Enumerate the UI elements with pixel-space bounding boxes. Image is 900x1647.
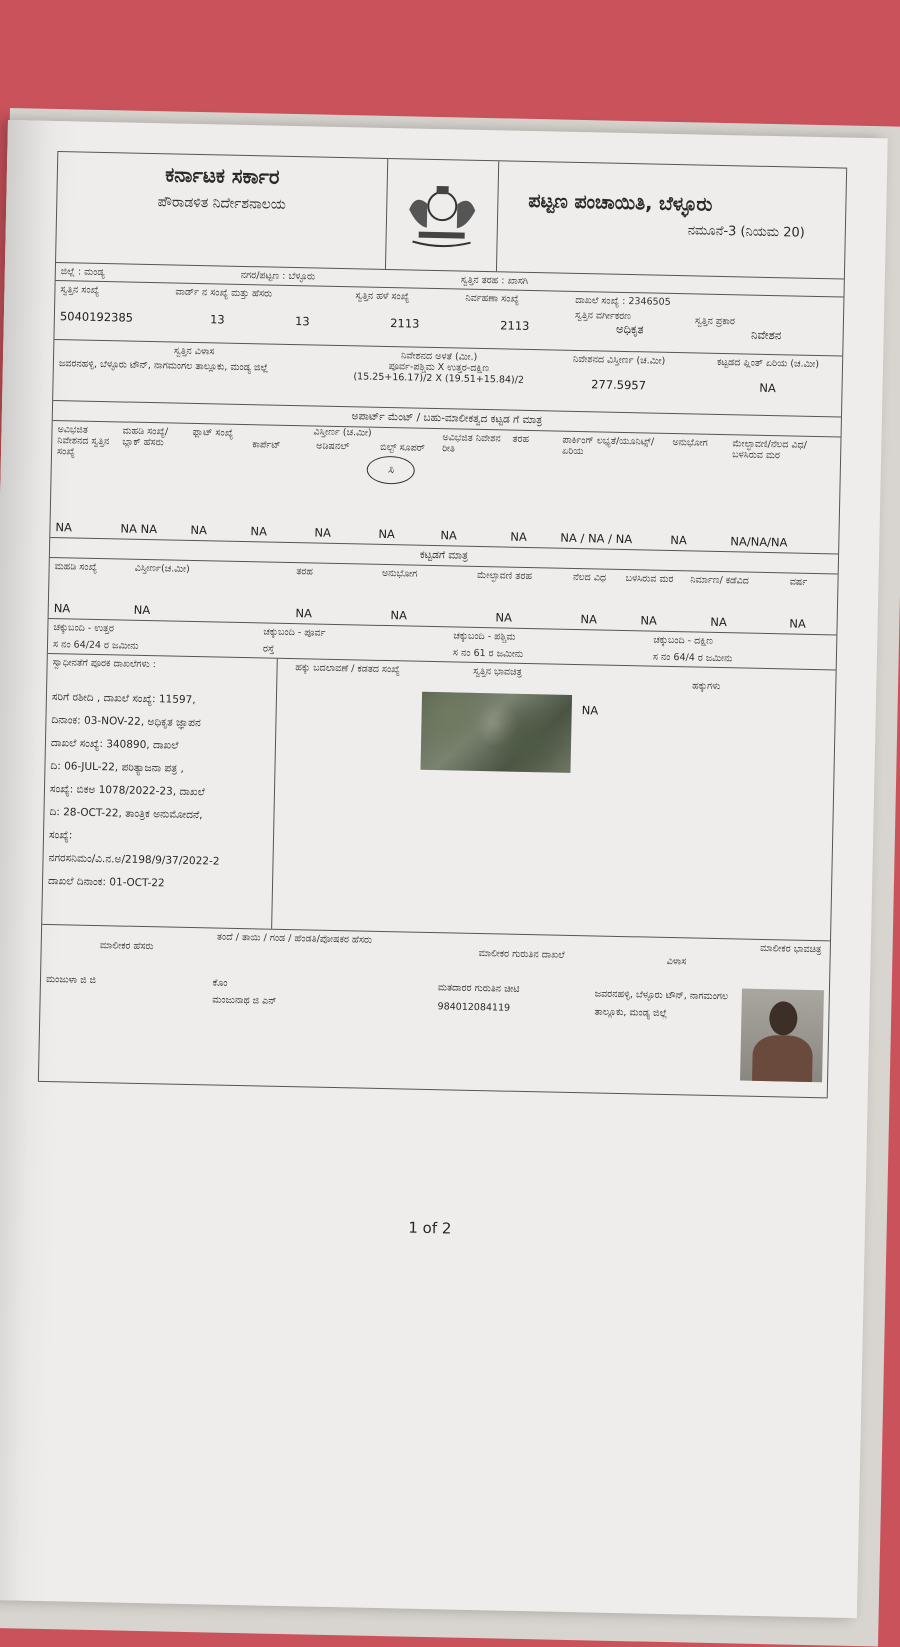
apt-v7: NA [510, 529, 528, 544]
classification-label: ಸ್ವತ್ತಿನ ವರ್ಗೀಕರಣ [574, 309, 632, 323]
documents-label: ಸ್ವಾಧೀನತೆಗೆ ಪೂರಕ ದಾಖಲೆಗಳು : [52, 657, 156, 671]
property-type: ಸ್ವತ್ತಿನ ತರಹ : ಖಾಸಗಿ [460, 274, 529, 287]
apt-h3: ಕಾರ್ಪೆಟ್ [252, 439, 281, 451]
owner-h0: ಮಾಲೀಕರ ಹೆಸರು [99, 940, 154, 953]
apt-h2: ಫ್ಲಾಟ್ ಸಂಖ್ಯೆ [192, 426, 234, 439]
registration-no: ದಾಖಲೆ ಸಂಖ್ಯೆ : 2346505 [575, 294, 671, 308]
bld-h4: ಮೇಲ್ಛಾವಣಿ ತರಹ [476, 569, 533, 583]
mgmt-no: 2113 [500, 318, 530, 333]
owner-address: ಜವರನಹಳ್ಳಿ, ಬೆಳ್ಳೂರು ಟೌನ್, ನಾಗಮಂಗಲ ತಾಲ್ಲೂಕು, ಮಂಡ್ಯ ಜಿಲ್ಲೆ [594, 988, 729, 1019]
bld-h5: ನೆಲದ ವಿಧ [572, 571, 607, 584]
dims: (15.25+16.17)/2 X (19.51+15.84)/2 [353, 371, 525, 386]
document-line: ದಾಖಲೆ ಸಂಖ್ಯೆ: 340890, ದಾಖಲೆ [50, 737, 179, 752]
document-paper [0, 120, 888, 1618]
west-boundary: ಸ ನಂ 61 ರ ಜಮೀನು [452, 647, 524, 660]
south-label: ಚಕ್ಕುಬಂದಿ - ದಕ್ಷಿಣ [653, 634, 714, 647]
address-label: ಸ್ವತ್ತಿನ ವಿಳಾಸ [173, 345, 215, 358]
town: ನಗರ/ಪಟ್ಟಣ : ಬೆಳ್ಳೂರು [240, 269, 316, 283]
panchayat-block [497, 161, 846, 278]
page-number: 1 of 2 [408, 1218, 452, 1238]
apt-v8: NA / NA / NA [560, 530, 633, 547]
apt-h0: ಅವಿಭಜಿತ ನಿವೇಶನದ ಸ್ವತ್ತಿನ ಸಂಖ್ಯೆ [56, 424, 110, 458]
north-label: ಚಕ್ಕುಬಂದಿ - ಉತ್ತರ [53, 622, 115, 635]
relative-name: ಮಂಜುನಾಥ ಜಿ ಎನ್ [212, 994, 277, 1007]
document-line: ಸಂಖ್ಯೆ: ಬಿಕಅ 1078/2022-23, ದಾಖಲೆ [49, 783, 205, 799]
document-line: ದಿನಾಂಕ: 03-NOV-22, ಅಧಿಕೃತ ಜ್ಞಾಪನ [51, 714, 201, 730]
plinth: NA [759, 380, 776, 396]
rights-label: ಹಕ್ಕುಗಳು [692, 680, 721, 693]
bld-h1: ವಿಸ್ತೀರ್ಣ(ಚ.ಮೀ) [134, 562, 190, 575]
apt-area-header: ವಿಸ್ತೀರ್ಣ (ಚ.ಮೀ) [313, 426, 372, 439]
classification: ಅಧಿಕೃತ [615, 321, 644, 337]
emblem-box [386, 159, 499, 271]
bld-v5: NA [580, 612, 598, 627]
mgmt-no-label: ನಿರ್ವಹಣಾ ಸಂಖ್ಯೆ [465, 292, 520, 305]
old-no-label: ಸ್ವತ್ತಿನ ಹಳೆ ಸಂಖ್ಯೆ [355, 290, 410, 303]
apt-h8: ಪಾರ್ಕಿಂಗ್ ಲಭ್ಯತೆ/ಯೂನಿಟ್ಸ್/ಏರಿಯ [562, 434, 655, 458]
bld-v8: NA [789, 616, 807, 631]
bld-h6: ಬಳಸಿರುವ ಮರ [625, 573, 674, 586]
area-label: ನಿವೇಶನದ ವಿಸ್ತೀರ್ಣ (ಚ.ಮೀ) [572, 353, 666, 367]
apartment-title: ಅಪಾರ್ಟ್ ಮೆಂಟ್ / ಬಹು-ಮಾಲೀಕತ್ವದ ಕಟ್ಟಡ ಗೆ ಮಾತ್ರ [53, 401, 841, 437]
govt-block [56, 152, 388, 269]
apt-h9: ಅನುಭೋಗ [672, 436, 708, 449]
bld-v1: NA [133, 602, 151, 618]
bld-h0: ಮಹಡಿ ಸಂಖ್ಯೆ [54, 561, 98, 573]
owner-name: ಮಂಜುಳಾ ಜಿ ಜಿ [45, 973, 97, 987]
east-label: ಚಕ್ಕುಬಂದಿ - ಪೂರ್ವ [263, 626, 326, 639]
transfer-label: ಹಕ್ಕು ಬದಲಾವಣೆ / ಕಡತದ ಸಂಖ್ಯೆ [295, 662, 400, 676]
apt-v5: NA [378, 526, 396, 542]
documents-row [42, 654, 836, 941]
apt-v9: NA [670, 532, 687, 548]
state-emblem-icon [398, 179, 485, 251]
documents-list [48, 686, 271, 898]
apt-h6: ಅವಿಭಜಿತ ನಿವೇಶನ ರೀತಿ [442, 432, 501, 455]
property-photo [420, 692, 572, 773]
ward-name: 13 [294, 314, 310, 329]
type-label: ಸ್ವತ್ತಿನ ಪ್ರಕಾರ [694, 315, 736, 328]
property-no: 5040192385 [59, 309, 134, 325]
old-no: 2113 [390, 316, 420, 331]
bld-h8: ವರ್ಷ [789, 576, 808, 588]
relation: ಕೊಂ [212, 977, 228, 989]
apt-v10: NA/NA/NA [730, 534, 788, 550]
property-form [38, 151, 847, 1238]
owner-h1: ತಂದೆ / ತಾಯಿ / ಗಂಡ / ಹೆಂಡತಿ/ಪೋಷಕರ ಹೆಸರು [216, 931, 373, 946]
apt-h4: ಅಡಿಷನಲ್ [316, 440, 350, 453]
apt-h7: ತರಹ [512, 433, 530, 445]
district: ಜಿಲ್ಲೆ : ಮಂಡ್ಯ [60, 266, 105, 279]
bld-v0: NA [53, 601, 71, 616]
owner-h2: ಮಾಲೀಕರ ಗುರುತಿನ ದಾಖಲೆ [478, 948, 565, 961]
bld-h3: ಅನುಭೋಗ [381, 567, 418, 580]
property-no-label: ಸ್ವತ್ತಿನ ಸಂಖ್ಯೆ [60, 284, 100, 296]
dept-title: ಪೌರಾಡಳಿತ ನಿರ್ದೇಶನಾಲಯ [157, 194, 286, 213]
rights-value: NA [581, 703, 599, 718]
bld-v3: NA [390, 608, 408, 623]
panchayat-name: ಪಟ್ಟಣ ಪಂಚಾಯಿತಿ, ಬೆಳ್ಳೂರು [528, 189, 713, 216]
bld-v2: NA [295, 606, 313, 621]
bld-v6: NA [640, 613, 658, 628]
bld-h7: ನಿರ್ಮಾಣ/ ಕಡೆವಿದ [690, 574, 749, 587]
owner-h4: ಮಾಲೀಕರ ಭಾವಚಿತ್ರ [760, 942, 822, 956]
west-label: ಚಕ್ಕುಬಂದಿ - ಪಶ್ಚಿಮ [453, 630, 516, 643]
bld-v7: NA [710, 614, 728, 630]
form-number: ನಮೂನೆ-3 (ನಿಯಮ 20) [687, 223, 805, 241]
signature-mark: ಸಿ [366, 456, 415, 485]
apt-h5: ಬಿಲ್ಟ್ ಸೂಪರ್ [380, 441, 425, 454]
form-header [55, 151, 847, 280]
apt-h1: ಮಹಡಿ ಸಂಖ್ಯೆ/ಬ್ಲಾಕ್ ಹೆಸರು [122, 425, 169, 449]
apartment-header-row [51, 421, 841, 533]
apt-v0: NA [55, 520, 73, 535]
apt-v6: NA [440, 528, 458, 543]
document-line: ಸರಿಗೆ ರಶೀದಿ , ದಾಖಲೆ ಸಂಖ್ಯೆ: 11597, [51, 691, 196, 707]
document-line: ನಗರಸನಿಮಂ/ವಿ.ನ.ಅ/2198/9/37/2022-2 [48, 852, 220, 868]
document-line: ದಿ: 28-OCT-22, ತಾಂತ್ರಿಕ ಅನುಮೋದನೆ, [49, 806, 203, 822]
east-boundary: ರಸ್ತೆ [262, 643, 275, 655]
owner-values-row [39, 971, 829, 1098]
apt-v1: NA NA [120, 521, 158, 537]
property-address: ಜವರನಹಳ್ಳಿ, ಬೆಳ್ಳೂರು ಟೌನ್, ನಾಗಮಂಗಲ ತಾಲ್ಲೂಕು, ಮಂಡ್ಯ ಜಿಲ್ಲೆ [58, 358, 269, 374]
bld-v4: NA [495, 610, 513, 625]
ward-label: ವಾರ್ಡ್ ನ ಸಂಖ್ಯೆ ಮತ್ತು ಹೆಸರು [175, 286, 273, 300]
type: ನಿವೇಶನ [750, 327, 782, 343]
north-boundary: ಸ ನಂ 64/24 ರ ಜಮೀನು [52, 639, 139, 652]
apt-v3: NA [250, 524, 268, 539]
dims-sub: ಪೂರ್ವ-ಪಶ್ಚಿಮ X ಉತ್ತರ-ದಕ್ಷಿಣ [388, 361, 490, 375]
details-grid [38, 263, 845, 1098]
id-number: 984012084119 [437, 1001, 511, 1014]
document-line: ಸಂಖ್ಯೆ: [48, 829, 73, 842]
plinth-label: ಕಟ್ಟಡದ ಪ್ಲಿಂತ್ ಏರಿಯ (ಚ.ಮೀ) [716, 356, 820, 371]
document-line: ದಾಖಲೆ ದಿನಾಂಕ: 01-OCT-22 [47, 875, 165, 890]
owner-h3: ವಿಳಾಸ [666, 955, 687, 968]
id-type: ಮತದಾರರ ಗುರುತಿನ ಚೀಟಿ [437, 982, 520, 995]
owner-photo [740, 989, 824, 1083]
bld-h2: ತರಹ [296, 566, 314, 578]
building-title: ಕಟ್ಟಡಗೆ ಮಾತ್ರ [50, 538, 838, 574]
apt-v2: NA [190, 522, 208, 538]
south-boundary: ಸ ನಂ 64/4 ರ ಜಮೀನು [652, 651, 733, 665]
area: 277.5957 [591, 377, 647, 393]
apt-h10: ಮೇಲ್ಛಾವಣಿ/ನೆಲದ ವಿಧ/ಬಳಸಿರುವ ಮರ [732, 438, 808, 462]
ward-no: 13 [209, 312, 225, 327]
govt-title: ಕರ್ನಾಟಕ ಸರ್ಕಾರ [165, 162, 280, 189]
document-line: ದಿ: 06-JUL-22, ಪರಿತ್ಯಾಜನಾ ಪತ್ರ , [50, 760, 185, 775]
apt-v4: NA [314, 525, 332, 540]
photo-label: ಸ್ವತ್ತಿನ ಭಾವಚಿತ್ರ [473, 665, 522, 678]
dims-label: ನಿವೇಶನದ ಅಳತೆ (ಮೀ.) [400, 350, 478, 363]
